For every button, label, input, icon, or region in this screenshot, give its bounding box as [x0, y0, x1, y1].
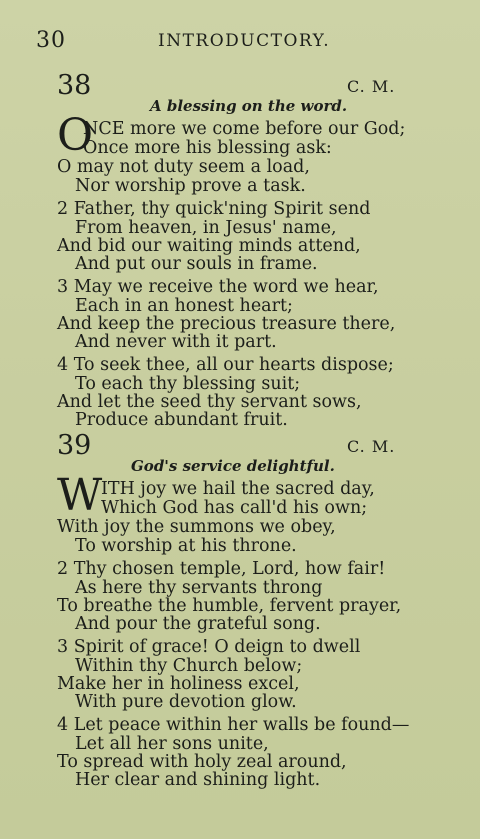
hymn-line: 3 Spirit of grace! O deign to dwell — [57, 637, 361, 657]
hymn-line: 4 Let peace within her walls be found— — [57, 715, 410, 735]
hymn-line: Which God has call'd his own; — [101, 498, 368, 518]
hymn-line: 3 May we receive the word we hear, — [57, 277, 379, 297]
hymn-line: And keep the precious treasure there, — [57, 314, 396, 334]
hymn-line: 2 Thy chosen temple, Lord, how fair! — [57, 559, 386, 579]
hymn-line: Let all her sons unite, — [75, 734, 269, 754]
hymn-subject: A blessing on the word. — [150, 97, 348, 115]
hymn-line: With joy the summons we obey, — [57, 517, 336, 537]
page-header — [36, 28, 456, 56]
hymn-line: With pure devotion glow. — [75, 692, 297, 712]
hymn-line: To spread with holy zeal around, — [57, 752, 347, 772]
hymn-line: To each thy blessing suit; — [75, 374, 301, 394]
hymn-line: Produce abundant fruit. — [75, 410, 288, 430]
hymn-meter: C. M. — [347, 77, 396, 96]
hymn-line: Nor worship prove a task. — [75, 176, 306, 196]
hymn-line: 2 Father, thy quick'ning Spirit send — [57, 199, 371, 219]
drop-cap: W — [57, 470, 103, 521]
hymn-line: Each in an honest heart; — [75, 296, 293, 316]
hymn-line: From heaven, in Jesus' name, — [75, 218, 337, 238]
hymn-number: 39 — [57, 430, 92, 461]
hymn-line: NCE more we come before our God; — [83, 119, 406, 139]
hymn-line: To worship at his throne. — [75, 536, 297, 556]
hymn-line: Make her in holiness excel, — [57, 674, 300, 694]
hymn-line: 4 To seek thee, all our hearts dispose; — [57, 355, 394, 375]
drop-cap: O — [57, 110, 94, 161]
hymn-line: And never with it part. — [75, 332, 277, 352]
hymn-line: O may not duty seem a load, — [57, 157, 310, 177]
hymn-subject: God's service delightful. — [131, 457, 335, 475]
hymn-line: And put our souls in frame. — [75, 254, 318, 274]
hymn-line: To breathe the humble, fervent prayer, — [57, 596, 402, 616]
hymn-line: Within thy Church below; — [75, 656, 303, 676]
page-number: 30 — [36, 28, 66, 53]
hymn-line: And pour the grateful song. — [75, 614, 321, 634]
hymn-line: And bid our waiting minds attend, — [57, 236, 361, 256]
running-title: INTRODUCTORY. — [158, 31, 331, 51]
hymn-line: As here thy servants throng — [75, 578, 323, 598]
hymn-meter: C. M. — [347, 437, 396, 456]
hymn-number: 38 — [57, 70, 92, 101]
hymn-line: Her clear and shining light. — [75, 770, 321, 790]
hymn-line: Once more his blessing ask: — [83, 138, 332, 158]
hymn-line: And let the seed thy servant sows, — [57, 392, 362, 412]
hymn-line: ITH joy we hail the sacred day, — [101, 479, 375, 499]
